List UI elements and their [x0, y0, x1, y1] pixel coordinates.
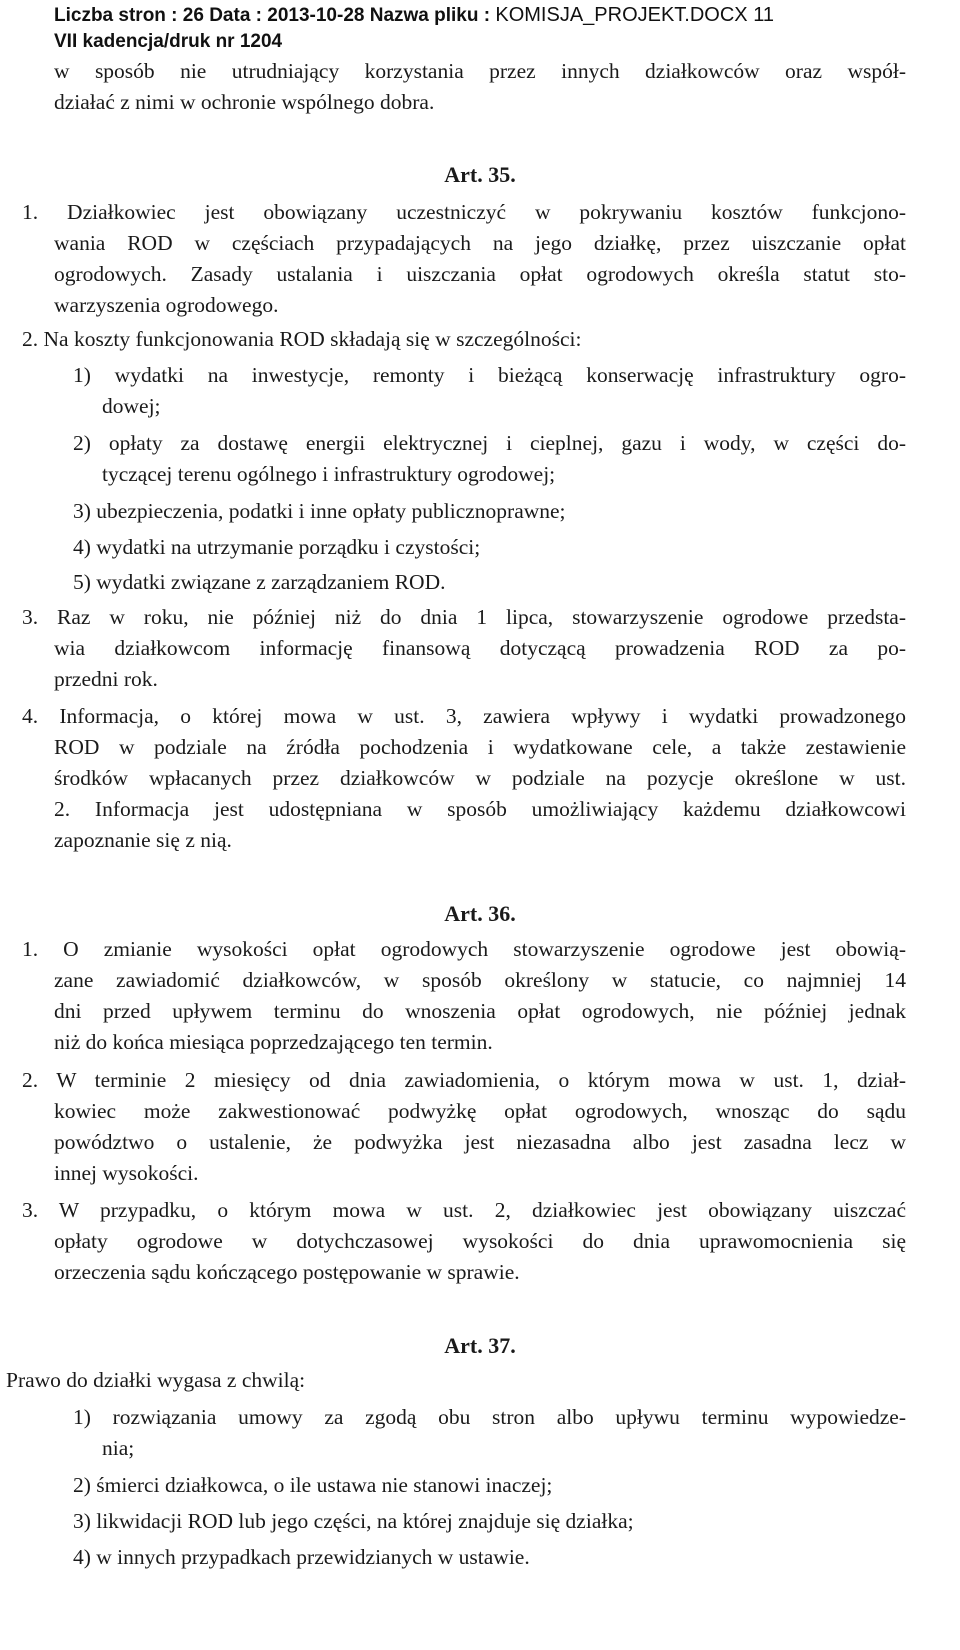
text-line: działać z nimi w ochronie wspólnego dobra. [54, 90, 435, 114]
text-line: orzeczenia sądu kończącego postępowanie w sprawie. [54, 1260, 520, 1284]
header-filename: KOMISJA_PROJEKT.DOCX 11 [495, 4, 774, 26]
text-line: w sposób nie utrudniający korzystania przez innych działkowców oraz współ- [54, 59, 906, 83]
list-item: 4) wydatki na utrzymanie porządku i czystości; [73, 535, 481, 559]
list-item: 3) likwidacji ROD lub jego części, na której znajduje się działka; [73, 1509, 634, 1533]
text-line: ogrodowych. Zasady ustalania i uiszczania opłat ogrodowych określa statut sto- [54, 262, 906, 286]
text-line: warzyszenia ogrodowego. [54, 293, 279, 317]
text-line: 3. Raz w roku, nie później niż do dnia 1 lipca, stowarzyszenie ogrodowe przedsta- [22, 605, 906, 629]
list-item: 3) ubezpieczenia, podatki i inne opłaty publicznoprawne; [73, 499, 566, 523]
text-line: zane zawiadomić działkowców, w sposób określony w statucie, co najmniej 14 [54, 968, 906, 992]
document-header [54, 2, 934, 55]
text-line: kowiec może zakwestionować podwyżkę opłat ogrodowych, wnosząc do sądu [54, 1099, 906, 1123]
list-item-cont: tyczącej terenu ogólnego i infrastruktury ogrodowej; [102, 462, 556, 486]
text-line: 4. Informacja, o której mowa w ust. 3, zawiera wpływy i wydatki prowadzonego [22, 704, 906, 728]
list-item: 1) rozwiązania umowy za zgodą obu stron albo upływu terminu wypowiedze- [73, 1405, 906, 1429]
header-meta: Liczba stron : 26 Data : 2013-10-28 Nazwa pliku : [54, 5, 496, 26]
text-line: zapoznanie się z nią. [54, 828, 232, 852]
list-item-cont: dowej; [102, 394, 161, 418]
text-line: dni przed upływem terminu do wnoszenia opłat ogrodowych, nie później jednak [54, 999, 906, 1023]
list-item: 4) w innych przypadkach przewidzianych w ustawie. [73, 1545, 530, 1569]
text-line: wania ROD w częściach przypadających na jego działkę, przez uiszczanie opłat [54, 231, 906, 255]
text-line: 2. Na koszty funkcjonowania ROD składają się w szczególności: [22, 327, 582, 351]
text-line: innej wysokości. [54, 1161, 199, 1185]
list-item-cont: nia; [102, 1436, 135, 1460]
text-line: 3. W przypadku, o którym mowa w ust. 2, działkowiec jest obowiązany uiszczać [22, 1198, 906, 1222]
text-line: ROD w podziale na źródła pochodzenia i wydatkowane cele, a także zestawienie [54, 735, 906, 759]
text-line: wia działkowcom informację finansową dotyczącą prowadzenia ROD za po- [54, 636, 906, 660]
text-line: 2. Informacja jest udostępniana w sposób umożliwiający każdemu działkowcowi [54, 797, 906, 821]
text-line: 1. O zmianie wysokości opłat ogrodowych stowarzyszenie ogrodowe jest obowią- [22, 937, 906, 961]
list-item: 5) wydatki związane z zarządzaniem ROD. [73, 570, 446, 594]
text-line: przedni rok. [54, 667, 158, 691]
header-line-2: VII kadencja/druk nr 1204 [54, 31, 283, 52]
text-line: Prawo do działki wygasa z chwilą: [6, 1368, 306, 1392]
list-item: 2) śmierci działkowca, o ile ustawa nie stanowi inaczej; [73, 1473, 553, 1497]
article-heading-36: Art. 36. [444, 901, 516, 926]
text-line: 1. Działkowiec jest obowiązany uczestniczyć w pokrywaniu kosztów funkcjono- [22, 200, 906, 224]
list-item: 2) opłaty za dostawę energii elektrycznej i cieplnej, gazu i wody, w części do- [73, 431, 906, 455]
text-line: niż do końca miesiąca poprzedzającego ten termin. [54, 1030, 493, 1054]
text-line: środków wpłacanych przez działkowców w podziale na pozycje określone w ust. [54, 766, 906, 790]
text-line: powództwo o ustalenie, że podwyżka jest niezasadna albo jest zasadna lecz w [54, 1130, 906, 1154]
article-heading-35: Art. 35. [444, 162, 516, 187]
text-line: opłaty ogrodowe w dotychczasowej wysokości do dnia uprawomocnienia się [54, 1229, 906, 1253]
list-item: 1) wydatki na inwestycje, remonty i bieżącą konserwację infrastruktury ogro- [73, 363, 906, 387]
article-heading-37: Art. 37. [444, 1333, 516, 1358]
text-line: 2. W terminie 2 miesięcy od dnia zawiadomienia, o którym mowa w ust. 1, dział- [22, 1068, 906, 1092]
header-line-1 [54, 2, 934, 29]
